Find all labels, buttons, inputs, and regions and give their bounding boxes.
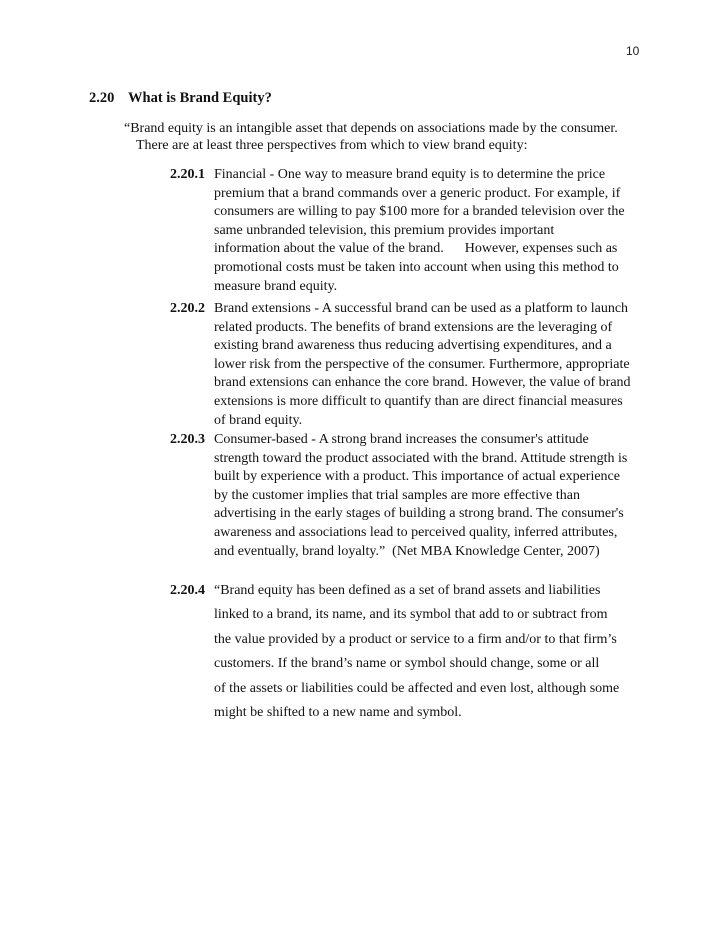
text-line: advertising in the early stages of building a strong brand. The consumer's: [214, 506, 624, 522]
text-line: built by experience with a product. This importance of actual experience: [214, 469, 620, 485]
intro-paragraph: [124, 120, 644, 154]
text-line: Consumer-based - A strong brand increases the consumer's attitude: [214, 432, 589, 447]
subsection-2-20-1: [170, 166, 650, 296]
text-line: the value provided by a product or service to a firm and/or to that firm’s: [214, 631, 617, 647]
text-line: “Brand equity has been defined as a set of brand assets and liabilities: [214, 583, 601, 598]
text-line: awareness and associations lead to perceived quality, inferred attributes,: [214, 524, 618, 540]
subsection-body: [214, 431, 650, 561]
section-number: 2.20: [89, 90, 115, 106]
text-line: extensions is more difficult to quantify than are direct financial measures: [214, 393, 623, 409]
section-heading: [89, 90, 272, 107]
subsection-body: [214, 300, 650, 430]
subsection-2-20-2: [170, 300, 650, 430]
text-line: lower risk from the perspective of the consumer. Furthermore, appropriate: [214, 356, 630, 372]
subsection-number: 2.20.3: [170, 432, 205, 447]
text-line: consumers are willing to pay $100 more for a branded television over the: [214, 204, 625, 220]
text-line: measure brand equity.: [214, 278, 338, 294]
text-line: premium that a brand commands over a generic product. For example, if: [214, 185, 621, 201]
subsection-body: [214, 579, 650, 725]
text-line: by the customer implies that trial samples are more effective than: [214, 487, 580, 503]
subsection-2-20-4: [170, 579, 650, 725]
subsection-body: [214, 166, 650, 296]
intro-line: “Brand equity is an intangible asset that depends on associations made by the consumer.: [124, 121, 618, 136]
page-number: 10: [626, 44, 640, 58]
text-line: brand extensions can enhance the core brand. However, the value of brand: [214, 375, 631, 391]
text-line: information about the value of the brand. However, expenses such as: [214, 241, 618, 257]
text-line: related products. The benefits of brand extensions are the leveraging of: [214, 319, 613, 335]
text-line: same unbranded television, this premium provides important: [214, 222, 555, 238]
text-line: linked to a brand, its name, and its symbol that add to or subtract from: [214, 607, 608, 623]
text-line: of brand equity.: [214, 412, 303, 428]
text-line: Brand extensions - A successful brand can be used as a platform to launch: [214, 301, 629, 316]
text-line: Financial - One way to measure brand equity is to determine the price: [214, 167, 606, 182]
text-line: of the assets or liabilities could be affected and even lost, although some: [214, 680, 620, 696]
text-line: customers. If the brand’s name or symbol should change, some or all: [214, 656, 600, 672]
text-line: existing brand awareness thus reducing advertising expenditures, and a: [214, 338, 612, 354]
text-line: strength toward the product associated with the brand. Attitude strength is: [214, 450, 628, 466]
subsection-number: 2.20.4: [170, 583, 205, 598]
subsection-2-20-3: [170, 431, 650, 561]
section-title: What is Brand Equity?: [128, 90, 272, 106]
text-line: might be shifted to a new name and symbol.: [214, 705, 462, 721]
subsection-number: 2.20.2: [170, 301, 205, 316]
text-line: promotional costs must be taken into account when using this method to: [214, 259, 619, 275]
text-line: and eventually, brand loyalty.” (Net MBA Knowledge Center, 2007): [214, 543, 600, 559]
intro-line: There are at least three perspectives from which to view brand equity:: [136, 138, 528, 153]
subsection-number: 2.20.1: [170, 167, 205, 182]
